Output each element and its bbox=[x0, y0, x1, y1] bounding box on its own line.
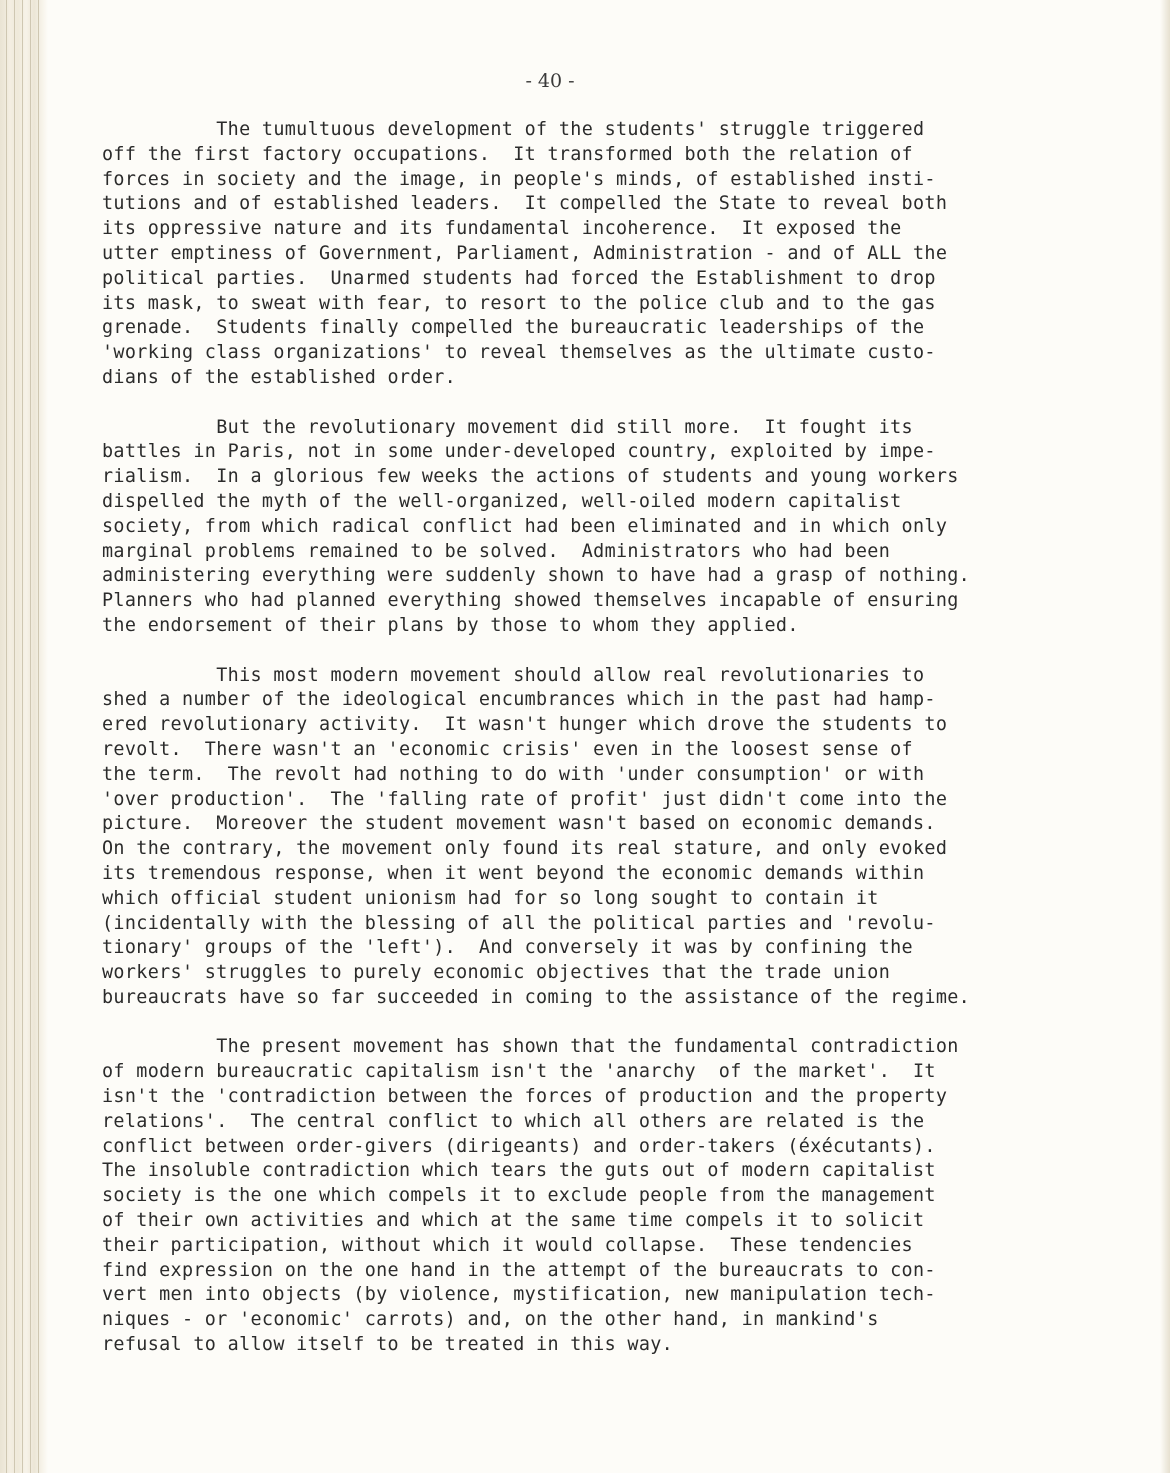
binding-line bbox=[6, 0, 7, 1473]
paragraph-1: The tumultuous development of the students' struggle triggered off the first factory occupations. It transformed both the relation of forces in society and the image, in people's minds, of established insti- tutions and of established leaders. It compelled the State to reveal both its oppressive nature and its fundamental incoherence. It exposed the utter emptiness of Government, Parliament, Administration - and of ALL the political parties. Unarmed students had forced the Establishment to drop its mask, to sweat with fear, to resort to the police club and to the gas grenade. Students finally compelled the bureaucratic leaderships of the 'working class organizations' to reveal themselves as the ultimate custo- dians of the established order. bbox=[102, 119, 948, 388]
paragraph-3: This most modern movement should allow real revolutionaries to shed a number of the ideological encumbrances which in the past had hamp- ered revolutionary activity. It wasn't hunger which drove the students to revolt. There wasn't an 'economic crisis' even in the loosest sense of the term. The revolt had nothing to do with 'under consumption' or with 'over production'. The 'falling rate of profit' just didn't come into the picture. Moreover the student movement wasn't based on economic demands. On the contrary, the movement only found its real stature, and only evoked its tremendous response, when it went beyond the economic demands within which official student unionism had for so long sought to contain it (incidentally with the blessing of all the political parties and 'revolu- tionary' groups of the 'left'). And conversely it was by confining the workers' struggles to purely economic objectives that the trade union bureaucrats have so far succeeded in coming to the assistance of the regime. bbox=[102, 664, 971, 1008]
page-right-edge bbox=[1160, 0, 1170, 1473]
body-text bbox=[102, 118, 1132, 1383]
paragraph-4: The present movement has shown that the fundamental contradiction of modern bureaucratic capitalism isn't the 'anarchy of the market'. It isn't the 'contradiction between the forces of production and the property relations'. The central conflict to which all others are related is the conflict between order-givers (dirigeants) and order-takers (éxécutants). The insoluble contradiction which tears the guts out of modern capitalist society is the one which compels it to exclude people from the management of their own activities and which at the same time compels it to solicit their participation, without which it would collapse. These tendencies find expression on the one hand in the attempt of the bureaucrats to con- vert men into objects (by violence, mystification, new manipulation tech- niques - or 'economic' carrots) and, on the other hand, in mankind's refusal to allow itself to be treated in this way. bbox=[102, 1036, 959, 1356]
binding-line bbox=[30, 0, 31, 1473]
page-number: - 40 - bbox=[525, 70, 575, 92]
binding-line bbox=[14, 0, 15, 1473]
binding-line bbox=[38, 0, 39, 1473]
binding-edge bbox=[0, 0, 48, 1473]
binding-line bbox=[22, 0, 23, 1473]
paragraph-2: But the revolutionary movement did still more. It fought its battles in Paris, not in some under-developed country, exploited by impe- rialism. In a glorious few weeks the actions of students and young workers dispelled the myth of the well-organized, well-oiled modern capitalist society, from which radical conflict had been eliminated and in which only marginal problems remained to be solved. Administrators who had been administering everything were suddenly shown to have had a grasp of nothing. Planners who had planned everything showed themselves incapable of ensuring the endorsement of their plans by those to whom they applied. bbox=[102, 416, 971, 636]
